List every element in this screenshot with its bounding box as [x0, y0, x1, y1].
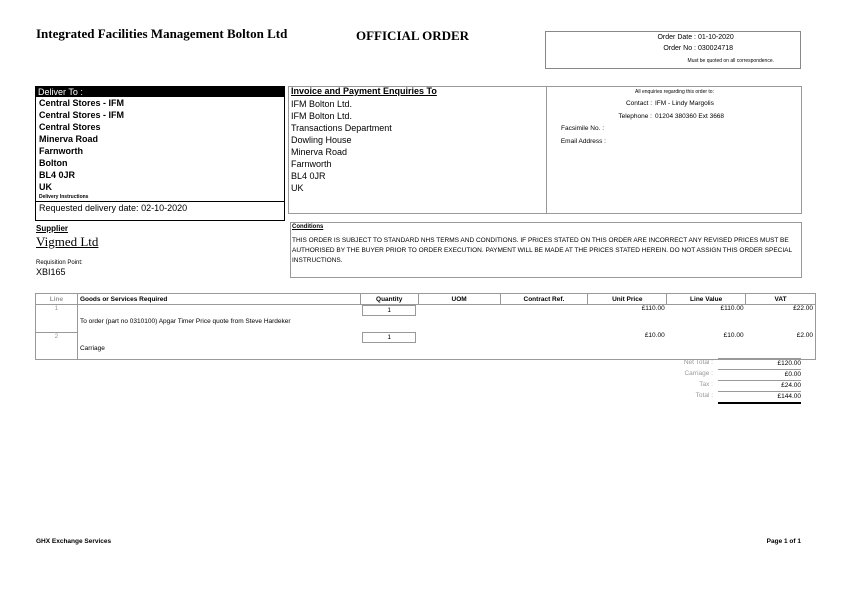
order-date-label: Order Date : [657, 34, 696, 41]
col-header-goods: Goods or Services Required [77, 294, 360, 305]
unit-price-cell: £10.00 [644, 332, 665, 339]
contact-label: Contact : [625, 100, 652, 107]
tax-row [640, 380, 801, 390]
deliver-line: Central Stores [39, 122, 101, 132]
email-label: Email Address : [560, 138, 606, 145]
vat-cell: £22.00 [746, 305, 816, 317]
unit-price-cell: £110.00 [641, 305, 665, 312]
table-row [36, 305, 816, 317]
col-header-line: Line [36, 294, 78, 305]
carriage-label: Carriage : [684, 370, 713, 377]
footer-provider: GHX Exchange Services [36, 538, 112, 545]
deliver-line: Farnworth [39, 146, 83, 156]
invoice-line: Dowling House [291, 135, 352, 145]
deliver-line: UK [39, 182, 52, 192]
order-info-box [545, 31, 801, 69]
invoice-line: IFM Bolton Ltd. [291, 99, 353, 109]
enquiries-title: All enquiries regarding this order to: [635, 89, 714, 95]
enquiries-telephone [548, 113, 801, 122]
fax-label: Facsimile No. : [561, 125, 604, 132]
enquiries-email [548, 138, 801, 147]
line-number: 2 [36, 332, 78, 360]
net-total-label: Net Total : [683, 359, 713, 366]
quantity-cell: 1 [362, 305, 416, 316]
carriage-row [640, 369, 801, 379]
uom-cell [418, 332, 500, 343]
line-value-cell: £110.00 [720, 305, 744, 312]
item-description: To order (part no 0310100) Apgar Timer Price quote from Steve Hardeker [79, 318, 291, 325]
deliver-line: Central Stores - IFM [39, 98, 125, 108]
organisation-name: Integrated Facilities Management Bolton Ltd [36, 26, 288, 41]
table-header-row [36, 294, 816, 305]
col-header-line-value: Line Value [667, 294, 746, 305]
deliver-line: BL4 0JR [39, 170, 76, 180]
telephone-value: 01204 380360 Ext 3668 [655, 113, 725, 120]
supplier-label: Supplier [36, 224, 69, 233]
contract-cell [500, 305, 588, 317]
item-description: Carriage [77, 343, 360, 360]
grand-total-value: £144.00 [718, 391, 801, 404]
order-items-table [35, 293, 816, 360]
grand-total-label: Total : [695, 392, 713, 399]
requisition-point-label: Requisition Point: [36, 260, 83, 266]
tax-label: Tax : [699, 381, 713, 388]
delivery-instructions: Requested delivery date: 02-10-2020 [36, 201, 284, 215]
quantity-cell: 1 [362, 332, 416, 343]
enquiries-contact [548, 100, 801, 109]
deliver-line: Minerva Road [39, 134, 99, 144]
invoice-line: Transactions Department [291, 123, 392, 133]
tax-value: £24.00 [718, 380, 801, 391]
order-date: 01-10-2020 [698, 34, 734, 41]
invoice-line: Farnworth [291, 159, 332, 169]
document-title: OFFICIAL ORDER [356, 28, 470, 43]
deliver-to-label: Deliver To : [36, 87, 284, 97]
invoice-label: Invoice and Payment Enquiries To [291, 86, 437, 96]
col-header-unit-price: Unit Price [588, 294, 667, 305]
net-total-row [640, 358, 801, 368]
enquiries-fax [548, 125, 801, 134]
grand-total-row [640, 391, 801, 401]
invoice-line: Minerva Road [291, 147, 348, 157]
deliver-line: Bolton [39, 158, 68, 168]
invoice-line: IFM Bolton Ltd. [291, 111, 353, 121]
net-total-value: £120.00 [718, 358, 801, 369]
conditions-label: Conditions [292, 224, 324, 230]
deliver-to-box [35, 86, 285, 221]
line-number: 1 [36, 305, 78, 333]
deliver-line: Central Stores - IFM [39, 110, 125, 120]
col-header-uom: UOM [418, 294, 500, 305]
telephone-label: Telephone : [618, 113, 652, 120]
supplier-name: Vigmed Ltd [36, 234, 99, 249]
col-header-contract: Contract Ref. [500, 294, 588, 305]
requisition-point: XBI165 [36, 267, 66, 277]
contract-cell [500, 332, 588, 343]
page-number: Page 1 of 1 [766, 538, 801, 545]
contact-value: IFM - Lindy Margolis [655, 100, 714, 107]
quote-note: Must be quoted on all correspondence. [687, 58, 774, 64]
col-header-quantity: Quantity [360, 294, 418, 305]
conditions-text: THIS ORDER IS SUBJECT TO STANDARD NHS TERMS AND CONDITIONS. IF PRICES STATED ON THIS ORDER ARE INCORRECT ANY REVISED PRICES MUST BE AUTHORISED BY THE BUYER PRIOR TO ORDER EXECUTION. PAYMENT WILL BE MADE AT THE PRICES STATED HEREIN. DO NOT ASSIGN THIS ORDER SPECIAL INSTRUCTIONS. [292, 237, 792, 264]
carriage-value: £0.00 [718, 369, 801, 380]
order-no: 030024718 [698, 45, 734, 52]
delivery-instructions-label: Delivery Instructions [39, 194, 89, 200]
invoice-line: UK [291, 183, 304, 193]
table-row [36, 332, 816, 343]
uom-cell [418, 305, 500, 317]
invoice-line: BL4 0JR [291, 171, 326, 181]
line-value-cell: £10.00 [723, 332, 744, 339]
order-no-label: Order No : [663, 45, 696, 52]
col-header-vat: VAT [746, 294, 816, 305]
vat-cell: £2.00 [746, 332, 816, 343]
